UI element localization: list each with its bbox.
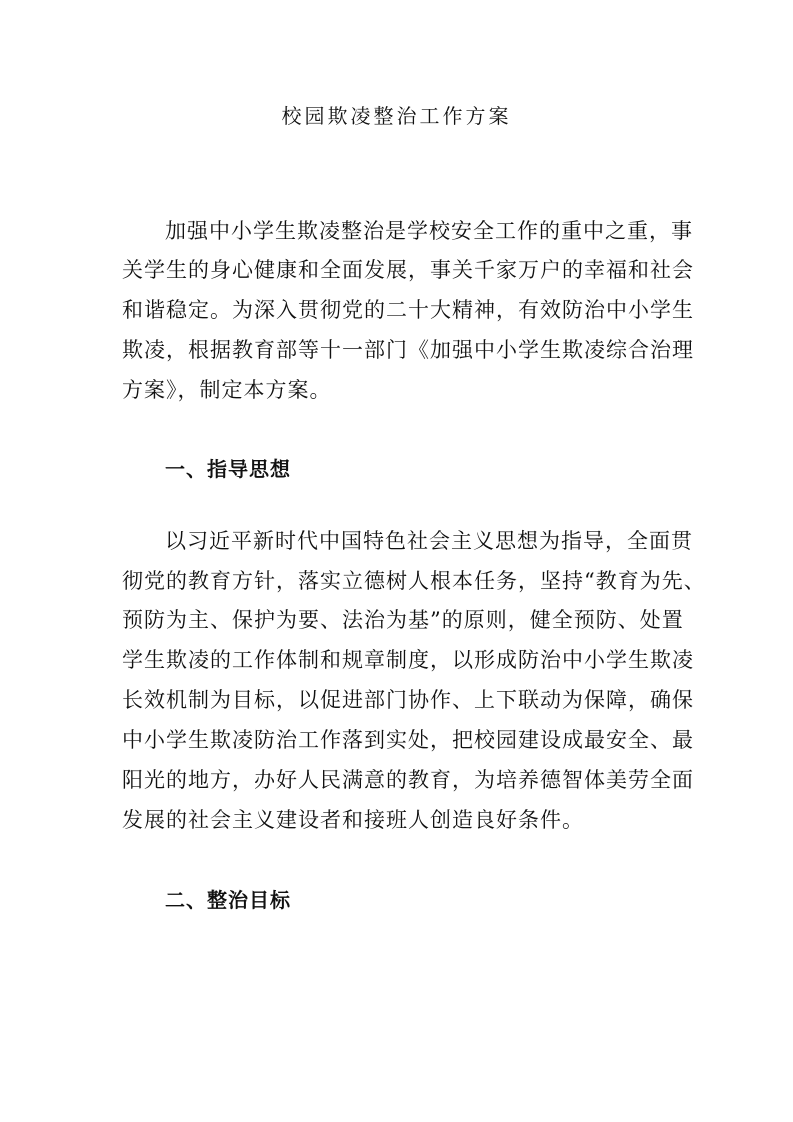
intro-line-3: 和谐稳定。为深入贯彻党的二十大精神，有效防治中小学生 — [122, 298, 694, 322]
section-heading-guiding-ideology: 一、指导思想 — [165, 457, 291, 481]
section1-line-7: 阳光的地方，办好人民满意的教育，为培养德智体美劳全面 — [122, 768, 694, 792]
section1-line-1: 以习近平新时代中国特色社会主义思想为指导，全面贯 — [165, 529, 693, 553]
section1-line-3: 预防为主、保护为要、法治为基”的原则，健全预防、处置 — [122, 608, 684, 632]
section-heading-rectification-goals: 二、整治目标 — [165, 888, 291, 912]
section1-line-5: 长效机制为目标，以促进部门协作、上下联动为保障，确保 — [122, 688, 694, 712]
section1-line-8: 发展的社会主义建设者和接班人创造良好条件。 — [122, 808, 584, 832]
section1-line-2: 彻党的教育方针，落实立德树人根本任务，坚持“教育为先、 — [122, 569, 706, 593]
intro-line-1: 加强中小学生欺凌整治是学校安全工作的重中之重，事 — [165, 219, 693, 243]
intro-line-2: 关学生的身心健康和全面发展，事关千家万户的幸福和社会 — [122, 258, 694, 282]
document-title: 校园欺凌整治工作方案 — [281, 104, 512, 128]
intro-line-4: 欺凌，根据教育部等十一部门《加强中小学生欺凌综合治理 — [122, 338, 694, 362]
section1-line-4: 学生欺凌的工作体制和规章制度，以形成防治中小学生欺凌 — [122, 648, 694, 672]
section1-line-6: 中小学生欺凌防治工作落到实处，把校园建设成最安全、最 — [122, 728, 694, 752]
intro-line-5: 方案》，制定本方案。 — [122, 378, 332, 402]
